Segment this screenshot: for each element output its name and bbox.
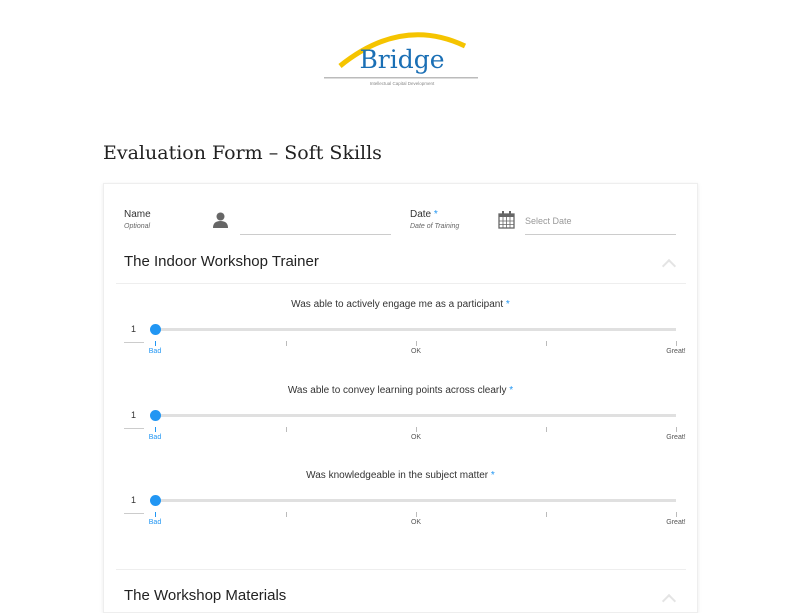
name-label: Name	[124, 209, 151, 220]
section-title-materials: The Workshop Materials	[124, 587, 287, 604]
scale-label: Great!	[666, 519, 686, 526]
slider-tick	[286, 512, 287, 517]
question-label: Was knowledgeable in the subject matter *	[306, 470, 495, 481]
value-underline	[124, 342, 144, 343]
scale-label: Bad	[148, 433, 162, 441]
rating-slider-track[interactable]	[155, 328, 676, 331]
slider-tick	[155, 512, 156, 517]
scale-label: Great!	[666, 348, 686, 355]
rating-value: 1	[131, 495, 137, 505]
rating-value: 1	[131, 409, 137, 420]
page-title: Evaluation Form – Soft Skills	[103, 142, 382, 164]
svg-text:Intellectual Capital Developme: Intellectual Capital Development	[369, 81, 435, 86]
rating-slider-track[interactable]	[155, 499, 676, 502]
slider-tick	[155, 427, 156, 432]
person-icon	[213, 212, 228, 228]
slider-tick	[546, 341, 547, 346]
scale-label: Great!	[666, 433, 686, 441]
divider	[116, 569, 686, 570]
required-marker: *	[433, 209, 438, 220]
date-sub: Date of Training	[410, 223, 460, 230]
slider-tick	[546, 427, 547, 432]
bridge-logo	[322, 26, 480, 90]
scale-label: OK	[410, 348, 422, 355]
date-label: Date	[410, 209, 432, 220]
question-label: Was able to convey learning points across clearly *	[287, 384, 514, 396]
section-title-trainer: The Indoor Workshop Trainer	[124, 253, 319, 270]
slider-tick	[416, 512, 417, 517]
name-input[interactable]	[240, 215, 391, 235]
rating-slider-thumb[interactable]	[150, 324, 161, 335]
scale-label: Bad	[148, 348, 162, 355]
name-sub: Optional	[124, 223, 151, 230]
rating-slider-track[interactable]	[155, 414, 676, 417]
slider-tick	[416, 341, 417, 346]
slider-tick	[546, 512, 547, 517]
slider-tick	[676, 341, 677, 346]
slider-tick	[286, 427, 287, 432]
slider-tick	[676, 427, 677, 432]
date-label-group	[410, 209, 459, 230]
scale-label: OK	[410, 519, 422, 526]
value-underline	[124, 428, 144, 429]
scale-label: Bad	[148, 519, 162, 526]
svg-text:Bridge: Bridge	[359, 45, 445, 74]
divider	[116, 283, 686, 284]
rating-value: 1	[131, 324, 137, 334]
slider-tick	[416, 427, 417, 432]
calendar-icon[interactable]	[498, 211, 515, 229]
form-card	[103, 183, 698, 613]
value-underline	[124, 513, 144, 514]
slider-tick	[676, 512, 677, 517]
rating-slider-thumb[interactable]	[150, 495, 161, 506]
name-label-group	[124, 209, 151, 230]
rating-slider-thumb[interactable]	[150, 410, 161, 421]
slider-tick	[286, 341, 287, 346]
scale-label: OK	[410, 433, 422, 441]
slider-tick	[155, 341, 156, 346]
question-label: Was able to actively engage me as a participant *	[291, 299, 510, 310]
date-input[interactable]: Select Date	[525, 215, 676, 235]
